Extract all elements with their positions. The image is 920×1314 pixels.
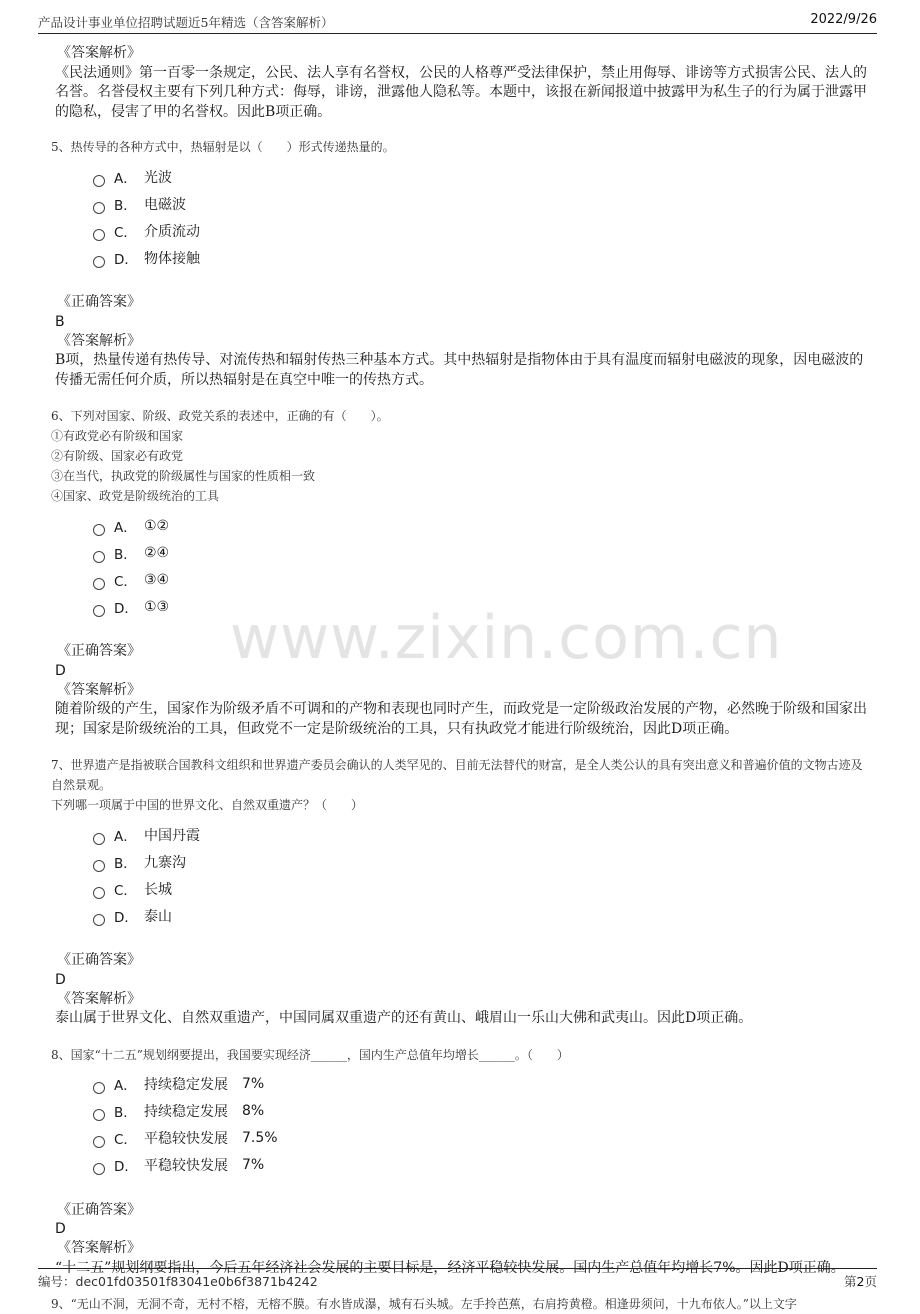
answer-label: 《正确答案》 [57, 1201, 141, 1218]
document-date: 2022/9/26 [810, 12, 877, 27]
option-text: 物体接触 [144, 250, 200, 267]
option-b[interactable] [93, 848, 867, 875]
answer-block [55, 293, 867, 390]
correct-answer: B [55, 313, 65, 330]
option-text: 中国丹霞 [144, 827, 200, 844]
question-7 [51, 755, 867, 1029]
option-a[interactable] [93, 1071, 867, 1098]
option-letter: C． [114, 224, 137, 241]
option-a[interactable] [93, 821, 867, 848]
answer-block [55, 951, 867, 1029]
answer-label: 《正确答案》 [57, 294, 141, 310]
page-number [844, 1272, 877, 1290]
radio-icon[interactable] [93, 605, 105, 617]
option-letter: A． [114, 828, 137, 845]
option-b[interactable] [93, 1098, 867, 1125]
question-stem: 7、世界遗产是指被联合国教科文组织和世界遗产委员会确认的人类罕见的、目前无法替代的财富，是全人类公认的具有突出意义和普遍价值的文物古迹及自然景观。 [51, 758, 863, 792]
analysis-label: 《答案解析》 [57, 681, 141, 698]
document-code [38, 1272, 318, 1290]
option-list [93, 163, 867, 271]
option-text: ③④ [144, 571, 170, 588]
question-prompt: 下列哪一项属于中国的世界文化、自然双重遗产？（ ） [51, 798, 364, 812]
answer-label: 《正确答案》 [57, 952, 141, 968]
document-title: 产品设计事业单位招聘试题近5年精选（含答案解析） [38, 15, 334, 30]
page-content [51, 44, 867, 1314]
radio-icon[interactable] [93, 860, 105, 872]
option-c[interactable] [93, 1125, 867, 1152]
option-text: 光波 [144, 169, 172, 186]
option-text: 泰山 [144, 908, 172, 925]
option-letter: D． [114, 251, 138, 268]
question-stem: 5、热传导的各种方式中，热辐射是以（ ）形式传递热量的。 [51, 140, 395, 154]
correct-answer: D [55, 662, 66, 679]
analysis-label: 《答案解析》 [57, 1240, 141, 1256]
option-list [93, 512, 867, 620]
option-d[interactable] [93, 593, 867, 620]
statement-3: ③在当代，执政党的阶级属性与国家的性质相一致 [51, 469, 316, 483]
option-d[interactable] [93, 902, 867, 929]
option-c[interactable] [93, 217, 867, 244]
radio-icon[interactable] [93, 551, 105, 563]
option-list [93, 821, 867, 929]
option-b[interactable] [93, 539, 867, 566]
question-8 [51, 1045, 867, 1279]
option-text: 平稳较快发展 [144, 1158, 228, 1174]
radio-icon[interactable] [93, 229, 105, 241]
question-9 [51, 1294, 867, 1314]
analysis-label: 《答案解析》 [57, 45, 141, 61]
option-letter: B． [114, 197, 137, 214]
option-a[interactable] [93, 163, 867, 190]
radio-icon[interactable] [93, 914, 105, 926]
radio-icon[interactable] [93, 833, 105, 845]
analysis-label: 《答案解析》 [57, 990, 141, 1007]
option-value: 7.5% [242, 1130, 278, 1146]
option-letter: B． [114, 1105, 137, 1121]
question-stem: 8、国家“十二五”规划纲要提出，我国要实现经济______，国内生产总值年均增长______。（ ） [51, 1047, 569, 1062]
watermark: www.zixin.com.cn [230, 603, 783, 673]
option-text: 持续稳定发展 [144, 1077, 228, 1093]
option-letter: A． [114, 170, 137, 187]
option-b[interactable] [93, 190, 867, 217]
page-suffix: 页 [864, 1274, 877, 1289]
option-text: 长城 [144, 881, 172, 898]
option-letter: B． [114, 546, 137, 563]
option-text: 电磁波 [144, 196, 186, 213]
option-list [93, 1071, 867, 1179]
radio-icon[interactable] [93, 1082, 105, 1094]
option-d[interactable] [93, 1152, 867, 1179]
question-stem: 9、“无山不洞，无洞不奇，无村不榕，无榕不膜。有水皆成瀑，城有石头城。左手拎芭蕉，右肩挎黄橙。相逢毋须问，十九布依人。”以上文字 [51, 1297, 797, 1311]
analysis-text: 《民法通则》第一百零一条规定，公民、法人享有名誉权，公民的人格尊严受法律保护，禁止用侮辱、诽谤等方式损害公民、法人的名誉。名誉侵权主要有下列几种方式：侮辱，诽谤，泄露他人隐私等。本题中，该报在新闻报道中披露甲为私生子的行为属于泄露甲的隐私，侵害了甲的名誉权。因此B项正确。 [55, 64, 867, 120]
statement-1: ①有政党必有阶级和国家 [51, 429, 184, 443]
option-letter: A． [114, 1078, 137, 1094]
radio-icon[interactable] [93, 578, 105, 590]
answer-label: 《正确答案》 [57, 643, 141, 659]
option-a[interactable] [93, 512, 867, 539]
page-footer [38, 1268, 877, 1291]
question-6 [51, 406, 867, 739]
option-text: 平稳较快发展 [144, 1131, 228, 1147]
option-letter: C． [114, 1132, 137, 1148]
option-text: 持续稳定发展 [144, 1104, 228, 1120]
option-text: 介质流动 [144, 223, 200, 240]
analysis-text: B项，热量传递有热传导、对流传热和辐射传热三种基本方式。其中热辐射是指物体由于具有温度而辐射电磁波的现象，因电磁波的传播无需任何介质，所以热辐射是在真空中唯一的传热方式。 [55, 352, 864, 388]
option-letter: B． [114, 855, 137, 872]
q4-analysis [57, 44, 867, 122]
option-letter: A． [114, 519, 137, 536]
option-d[interactable] [93, 244, 867, 271]
option-letter: C． [114, 573, 137, 590]
option-c[interactable] [93, 875, 867, 902]
analysis-text: 随着阶级的产生，国家作为阶级矛盾不可调和的产物和表现也同时产生，而政党是一定阶级政治发展的产物，必然晚于阶级和国家出现；国家是阶级统治的工具，但政党不一定是阶级统治的工具，只有执政党才能进行阶级统治，因此D项正确。 [55, 701, 867, 737]
option-value: 8% [242, 1103, 265, 1119]
option-letter: D． [114, 909, 138, 926]
radio-icon[interactable] [93, 887, 105, 899]
correct-answer: D [55, 971, 66, 988]
question-stem: 6、下列对国家、阶级、政党关系的表述中，正确的有（ ）。 [51, 409, 389, 423]
radio-icon[interactable] [93, 202, 105, 214]
radio-icon[interactable] [93, 175, 105, 187]
option-value: 7% [242, 1076, 265, 1092]
option-text: ①② [144, 517, 170, 534]
radio-icon[interactable] [93, 1136, 105, 1148]
analysis-text: 泰山属于世界文化、自然双重遗产，中国同属双重遗产的还有黄山、峨眉山一乐山大佛和武夷山。因此D项正确。 [55, 1010, 753, 1026]
correct-answer: D [55, 1221, 66, 1237]
option-letter: D． [114, 1159, 138, 1175]
radio-icon[interactable] [93, 1109, 105, 1121]
option-value: 7% [242, 1157, 265, 1173]
analysis-label: 《答案解析》 [57, 332, 141, 349]
analysis-text: “十二五”规划纲要指出，今后五年经济社会发展的主要目标是，经济平稳较快发展。国内生产总值年均增长7%。因此D项正确。 [55, 1259, 845, 1276]
option-letter: C． [114, 882, 137, 899]
page-prefix: 第 [844, 1274, 857, 1289]
option-text: 九寨沟 [144, 854, 186, 871]
option-text: ①③ [144, 598, 170, 615]
page-number-value: 2 [856, 1274, 865, 1289]
radio-icon[interactable] [93, 1163, 105, 1175]
code-label: 编号： [38, 1274, 76, 1289]
radio-icon[interactable] [93, 256, 105, 268]
statement-4: ④国家、政党是阶级统治的工具 [51, 489, 220, 503]
radio-icon[interactable] [93, 524, 105, 536]
code-value: dec01fd03501f83041e0b6f3871b4242 [75, 1274, 318, 1289]
option-c[interactable] [93, 566, 867, 593]
option-letter: D． [114, 600, 138, 617]
option-text: ②④ [144, 544, 170, 561]
answer-block [55, 642, 867, 739]
page-header [38, 13, 877, 34]
answer-block [55, 1201, 867, 1279]
statement-2: ②有阶级、国家必有政党 [51, 449, 184, 463]
question-5 [51, 137, 867, 390]
